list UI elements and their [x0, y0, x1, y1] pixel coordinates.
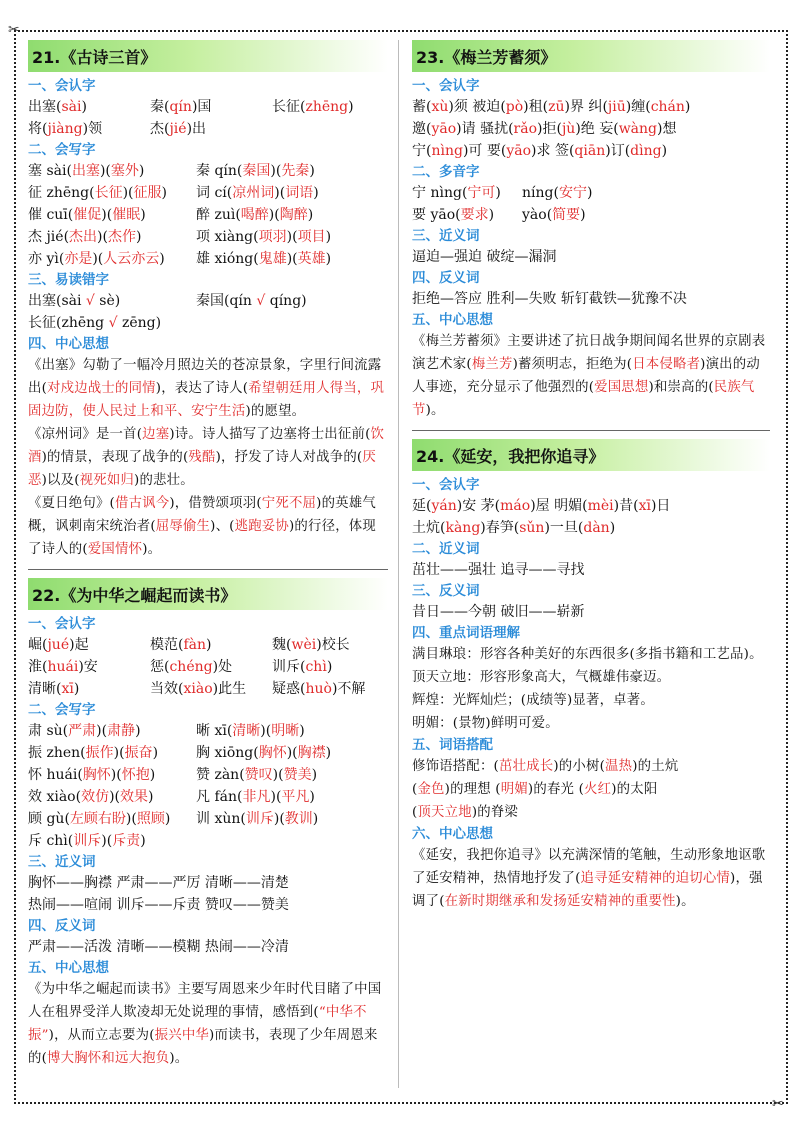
word-row: 延 (yán) 安 茅 (máo) 屋 明媚 (mèi) 昔 (xī) 日: [412, 498, 671, 514]
word-item: 词 cí(凉州词)(词语): [196, 185, 319, 201]
text-line: (金色)的理想 (明媚)的春光 (火红)的太阳: [412, 782, 658, 797]
word-row: [28, 656, 388, 678]
word-item: 催 cuī(催促)(催眠): [28, 207, 146, 223]
word-item: 秦 qín(秦国)(先秦): [196, 163, 315, 179]
word-row: [28, 808, 388, 830]
central-idea-paragraph: 《凉州词》是一首(边塞)诗。诗人描写了边塞将士出征前(饮酒)的情景，表现了战争的(残酷)，抒发了诗人对战争的(厌恶)以及(视死如归)的悲壮。: [28, 427, 385, 488]
word-item: 秦国(qín √ qíng): [196, 293, 307, 309]
word-item: 将(jiàng)领: [28, 121, 103, 137]
word-row: [28, 160, 388, 182]
word-row: [28, 634, 388, 656]
section-title: 三、反义词: [412, 583, 480, 599]
section-title: 三、近义词: [28, 854, 96, 870]
antonyms: [412, 601, 770, 623]
word-item: 凡 fán(非凡)(平凡): [196, 789, 315, 805]
word-item: 秦(qín)国: [150, 99, 212, 115]
word-row: 蓄 (xù) 须 被迫 (pò) 租 (zū) 界 纠 (jiū) 缠 (chán): [412, 99, 691, 115]
word-row: 昔日——今朝 破旧——崭新: [412, 604, 585, 620]
synonyms: [412, 246, 770, 268]
column-divider: [398, 40, 399, 1088]
word-item: 塞 sài(出塞)(塞外): [28, 163, 145, 179]
synonyms: [28, 872, 388, 916]
section-title: 六、中心思想: [412, 826, 493, 842]
misread-chars: [28, 290, 388, 334]
word-item: [196, 830, 388, 852]
word-item: 要 yāo(要求): [412, 207, 495, 223]
central-idea-paragraph: 《梅兰芳蓄须》主要讲述了抗日战争期间闻名世界的京剧表演艺术家(梅兰芳)蓄须明志，拒绝为(日本侵略者)演出的动人事迹，充分显示了他强烈的(爱国思想)和崇高的(民族气节)。: [412, 334, 766, 418]
word-item: 振 zhen(振作)(振奋): [28, 745, 159, 761]
word-item: 长征(zhēng √ zēng): [28, 315, 162, 331]
word-row: [28, 764, 388, 786]
word-item: 晰 xī(清晰)(明晰): [196, 723, 305, 739]
section-title: 一、会认字: [412, 477, 480, 493]
word-item: 杰(jié)出: [150, 121, 207, 137]
scissors-icon: ✂: [8, 22, 20, 38]
word-item: 魏(wèi)校长: [272, 637, 350, 653]
word-row: 土炕 (kàng) 春笋 (sǔn) 一旦 (dàn): [412, 520, 616, 536]
divider: [412, 430, 770, 431]
word-item: 肃 sù(严肃)(肃静): [28, 723, 141, 739]
word-item: 疑惑(huò)不解: [272, 681, 366, 697]
word-row: [412, 204, 770, 226]
word-item: 长征(zhēng): [272, 99, 354, 115]
section-title: 四、反义词: [28, 918, 96, 934]
word-item: 当效(xiào)此生: [150, 681, 247, 697]
word-row: [412, 182, 770, 204]
word-row: [28, 226, 388, 248]
word-item: 出塞(sài): [28, 99, 87, 115]
section-title: 二、会写字: [28, 142, 96, 158]
text-line: 满目琳琅：形容各种美好的东西很多(多指书籍和工艺品)。: [412, 647, 763, 662]
section-title: 五、中心思想: [28, 960, 109, 976]
word-item: 清晰(xī): [28, 681, 80, 697]
recognize-chars: [412, 495, 770, 539]
section-title: 一、会认字: [28, 616, 96, 632]
word-item: 杰 jié(杰出)(杰作): [28, 229, 142, 245]
word-collocations: [412, 755, 770, 824]
word-row: 热闹——喧闹 训斥——斥责 赞叹——赞美: [28, 897, 289, 913]
word-item: [196, 312, 386, 334]
word-row: [28, 182, 388, 204]
central-idea-paragraph: 《为中华之崛起而读书》主要写周恩来少年时代目睹了中国人在租界受洋人欺凌却无处说理的事情，感悟到(“中华不振”)，从而立志要为(振兴中华)而读书，表现了少年周恩来的(博大胸怀和远大抱负)。: [28, 982, 382, 1066]
word-item: 顾 gù(左顾右盼)(照顾): [28, 811, 171, 827]
word-item: 训斥(chì): [272, 659, 333, 675]
recognize-chars: [28, 634, 388, 700]
text-line: (顶天立地)的脊梁: [412, 805, 519, 820]
word-row: 茁壮——强壮 追寻——寻找: [412, 562, 585, 578]
section-title: 二、近义词: [412, 541, 480, 557]
text-line: 辉煌：光辉灿烂；(成绩等)显著，卓著。: [412, 693, 654, 708]
lesson-title: 24.《延安，我把你追寻》: [412, 439, 770, 471]
section-title: 三、近义词: [412, 228, 480, 244]
word-item: níng(安宁): [522, 185, 593, 201]
word-item: 亦 yì(亦是)(人云亦云): [28, 251, 165, 267]
central-idea-paragraph: 《夏日绝句》(借古讽今)，借赞颂项羽(宁死不屈)的英雄气概，讽刺南宋统治者(屈辱偷生)、(逃跑妥协)的行径，体现了诗人的(爱国情怀)。: [28, 496, 376, 557]
antonyms: [412, 288, 770, 310]
right-column: [412, 40, 770, 913]
word-row: [28, 204, 388, 226]
word-item: 模范(fàn): [150, 637, 212, 653]
key-word-explanations: [412, 643, 770, 735]
word-item: 赞 zàn(赞叹)(赞美): [196, 767, 318, 783]
word-item: 怀 huái(胸怀)(怀抱): [28, 767, 156, 783]
text-line: 修饰语搭配：(茁壮成长)的小树(温热)的土炕: [412, 759, 679, 774]
word-row: 邀 (yāo) 请 骚扰 (rǎo) 拒 (jù) 绝 妄 (wàng) 想: [412, 121, 677, 137]
word-row: 宁 (nìng) 可 要 (yāo) 求 签 (qiān) 订 (dìng): [412, 143, 668, 159]
word-item: 崛(jué)起: [28, 637, 89, 653]
word-row: 严肃——活泼 清晰——模糊 热闹——冷清: [28, 939, 289, 955]
word-row: [28, 720, 388, 742]
word-item: 征 zhēng(长征)(征服): [28, 185, 167, 201]
lesson-title: 23.《梅兰芳蓄须》: [412, 40, 770, 72]
word-row: [28, 248, 388, 270]
word-item: 宁 nìng(宁可): [412, 185, 501, 201]
write-chars: [28, 720, 388, 852]
word-row: [28, 96, 388, 118]
section-title: 五、词语搭配: [412, 737, 493, 753]
antonyms: [28, 936, 388, 958]
word-row: [28, 742, 388, 764]
section-title: 一、会认字: [412, 78, 480, 94]
section-title: 一、会认字: [28, 78, 96, 94]
central-idea-paragraph: 《出塞》勾勒了一幅冷月照边关的苍凉景象，字里行间流露出(对戍边战士的同情)，表达了诗人(希望朝廷用人得当，巩固边防，使人民过上和平、安宁生活)的愿望。: [28, 358, 385, 419]
lesson-title: 22.《为中华之崛起而读书》: [28, 578, 388, 610]
text-line: 顶天立地：形容形象高大，气概雄伟豪迈。: [412, 670, 671, 685]
word-item: 效 xiào(效仿)(效果): [28, 789, 154, 805]
left-column: [28, 40, 388, 1070]
word-row: [28, 830, 388, 852]
divider: [28, 569, 388, 570]
word-item: [272, 118, 388, 140]
section-title: 五、中心思想: [412, 312, 493, 328]
word-item: 醉 zuì(喝醉)(陶醉): [196, 207, 314, 223]
word-row: [28, 312, 388, 334]
section-title: 四、重点词语理解: [412, 625, 520, 641]
recognize-chars: [28, 96, 388, 140]
section-title: 二、会写字: [28, 702, 96, 718]
word-item: 斥 chì(训斥)(斥责): [28, 833, 146, 849]
write-chars: [28, 160, 388, 270]
word-item: 淮(huái)安: [28, 659, 98, 675]
recognize-chars: [412, 96, 770, 162]
section-title: 二、多音字: [412, 164, 480, 180]
word-item: 训 xùn(训斥)(教训): [196, 811, 319, 827]
lesson-title: 21.《古诗三首》: [28, 40, 388, 72]
word-row: 胸怀——胸襟 严肃——严厉 清晰——清楚: [28, 875, 289, 891]
polyphonic-chars: [412, 182, 770, 226]
text-line: 明媚：(景物)鲜明可爱。: [412, 716, 559, 731]
word-item: yào(简要): [522, 207, 586, 223]
scissors-icon: ✂: [772, 1096, 784, 1112]
section-title: 三、易读错字: [28, 272, 109, 288]
word-item: 惩(chéng)处: [150, 659, 233, 675]
synonyms: [412, 559, 770, 581]
word-item: 雄 xióng(鬼雄)(英雄): [196, 251, 332, 267]
word-item: 项 xiàng(项羽)(项目): [196, 229, 332, 245]
central-idea-paragraph: 《延安，我把你追寻》以充满深情的笔触，生动形象地讴歌了延安精神，热情地抒发了(追寻延安精神的迫切心情)，强调了(在新时期继承和发扬延安精神的重要性)。: [412, 848, 766, 909]
word-row: [28, 786, 388, 808]
word-row: 拒绝—答应 胜利—失败 斩钉截铁—犹豫不决: [412, 291, 687, 307]
word-row: [28, 118, 388, 140]
word-item: 胸 xiōng(胸怀)(胸襟): [196, 745, 332, 761]
word-row: [28, 290, 388, 312]
word-item: 出塞(sài √ sè): [28, 293, 121, 309]
word-row: [28, 678, 388, 700]
word-row: 逼迫—强迫 破绽—漏洞: [412, 249, 557, 265]
section-title: 四、反义词: [412, 270, 480, 286]
section-title: 四、中心思想: [28, 336, 109, 352]
